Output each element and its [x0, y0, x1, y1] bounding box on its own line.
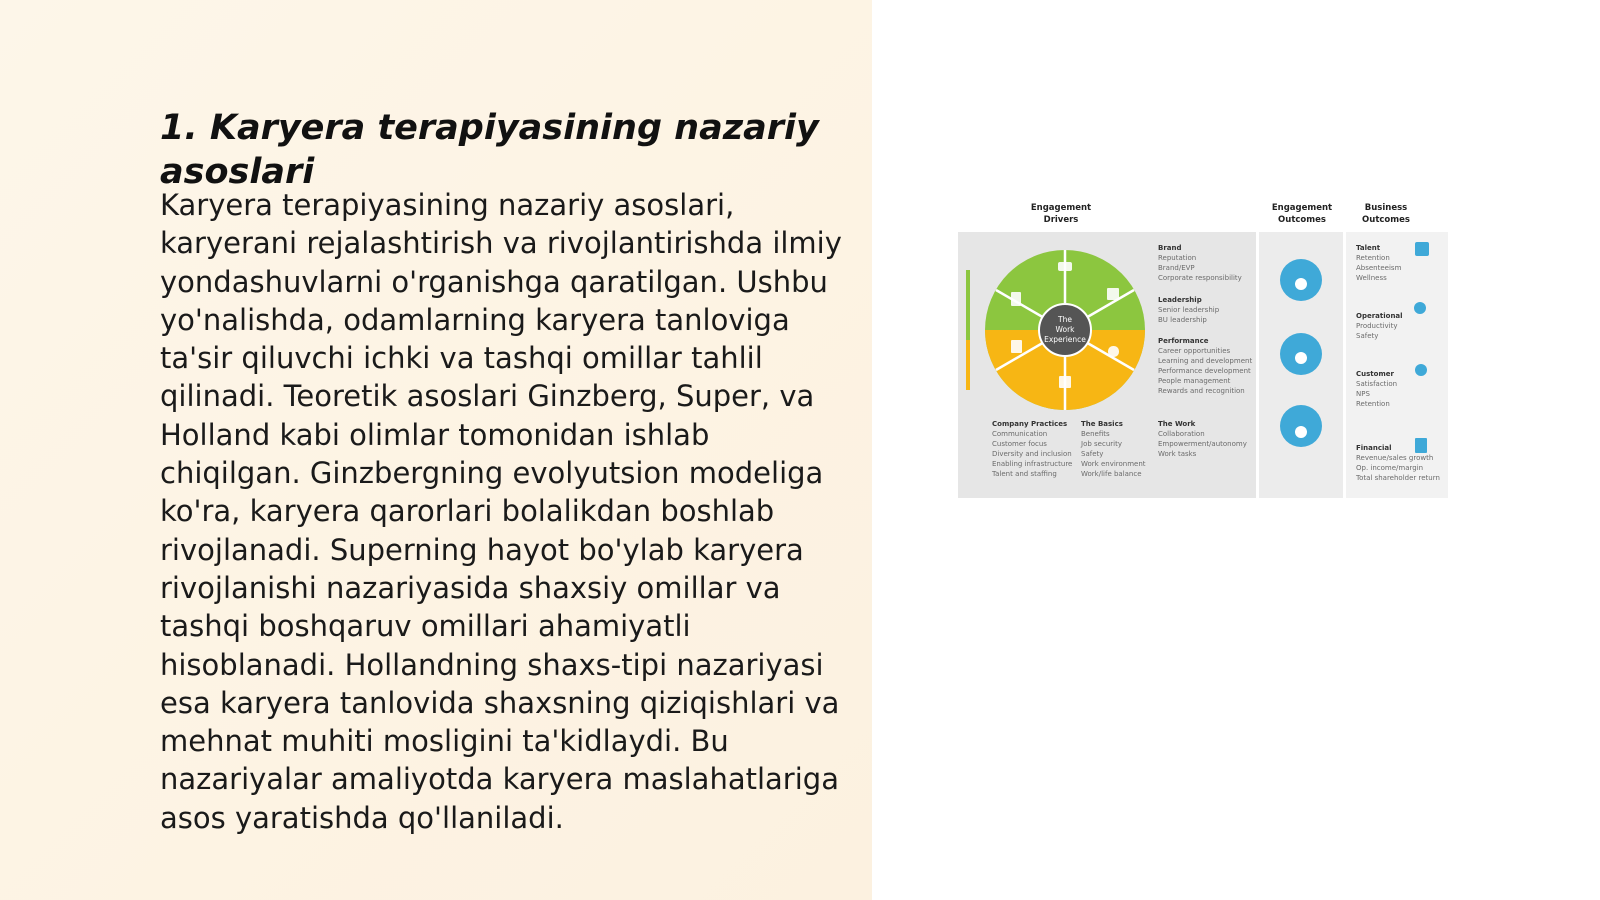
group-financial-item: Total shareholder return: [1356, 474, 1440, 482]
group-talent-item: Wellness: [1356, 274, 1387, 282]
wheel-center-line3: Experience: [1044, 335, 1086, 344]
group-performance-item: Rewards and recognition: [1158, 387, 1245, 395]
header-drivers-line1: Engagement: [1030, 203, 1092, 213]
group-financial-title: Financial: [1356, 444, 1392, 452]
phone-icon: [1011, 292, 1021, 306]
person-icon: [1295, 426, 1307, 438]
group-performance-item: Performance development: [1158, 367, 1251, 375]
building-icon: [1059, 376, 1071, 388]
speech-icon: [1295, 278, 1307, 290]
customer-icon: [1415, 364, 1427, 376]
group-brand-item: Brand/EVP: [1158, 264, 1195, 272]
wheel-center-line2: Work: [1055, 325, 1075, 334]
group-brand-item: Reputation: [1158, 254, 1197, 262]
header-bus-outcomes-line1: Business: [1364, 203, 1408, 213]
group-talent-item: Retention: [1356, 254, 1390, 262]
crown-icon: [1058, 262, 1072, 271]
group-basics-item: Job security: [1081, 440, 1122, 448]
drivers-accent-bar-green: [966, 270, 970, 340]
group-company-title: Company Practices: [992, 420, 1068, 428]
group-financial-item: Revenue/sales growth: [1356, 454, 1434, 462]
group-basics-item: Work/life balance: [1081, 470, 1142, 478]
group-work-item: Work tasks: [1158, 450, 1197, 458]
group-work-item: Collaboration: [1158, 430, 1205, 438]
group-operational-title: Operational: [1356, 312, 1403, 320]
drivers-accent-bar-yellow: [966, 340, 970, 390]
group-company-item: Customer focus: [992, 440, 1047, 448]
engagement-diagram: [958, 198, 1448, 500]
header-drivers-line2: Drivers: [1043, 215, 1079, 225]
group-company-item: Enabling infrastructure: [992, 460, 1073, 468]
group-talent-item: Absenteeism: [1356, 264, 1402, 272]
group-financial-item: Op. income/margin: [1356, 464, 1424, 472]
group-customer-item: Satisfaction: [1356, 380, 1398, 388]
hand-icon: [1295, 352, 1307, 364]
header-bus-outcomes-line2: Outcomes: [1362, 215, 1410, 225]
group-performance-title: Performance: [1158, 337, 1209, 345]
group-operational-item: Productivity: [1356, 322, 1398, 330]
group-leadership-item: BU leadership: [1158, 316, 1207, 324]
group-brand-item: Corporate responsibility: [1158, 274, 1242, 282]
group-operational-item: Safety: [1356, 332, 1379, 340]
group-basics-title: The Basics: [1081, 420, 1123, 428]
header-eng-outcomes-line1: Engagement: [1271, 203, 1333, 213]
work-experience-wheel: [985, 250, 1145, 410]
header-eng-outcomes-line2: Outcomes: [1278, 215, 1326, 225]
group-leadership-item: Senior leadership: [1158, 306, 1220, 314]
chart-icon: [1107, 288, 1119, 300]
wheel-center-line1: The: [1058, 315, 1072, 324]
group-basics-item: Benefits: [1081, 430, 1110, 438]
group-basics-item: Work environment: [1081, 460, 1146, 468]
group-company-item: Communication: [992, 430, 1048, 438]
group-basics-item: Safety: [1081, 450, 1104, 458]
star-icon: [1108, 346, 1119, 357]
group-company-item: Diversity and inclusion: [992, 450, 1072, 458]
document-icon: [1011, 340, 1022, 353]
slide-title: 1. Karyera terapiyasining nazariy asoslari: [160, 108, 819, 192]
gears-icon: [1414, 302, 1426, 314]
group-brand-title: Brand: [1158, 244, 1182, 252]
group-customer-item: NPS: [1356, 390, 1370, 398]
people-icon: [1415, 242, 1429, 256]
group-leadership-title: Leadership: [1158, 296, 1202, 304]
slide-body-text: Karyera terapiyasining nazariy asoslari, karyerani rejalashtirish va rivojlantirishda ilmiy yondashuvlarni o'rganishga qaratilgan. Ushbu yo'nalishda, odamlarning karyera tanloviga ta'sir qiluvchi ichki va tashqi omillar tahlil qilinadi. Teoretik asoslari Ginzberg, Super, va Holland kabi olimlar tomonidan ishlab chiqilgan. Ginzbergning evolyutsion modeliga ko'ra, karyera qarorlari bolalikdan boshlab rivojlanadi. Superning hayot bo'ylab karyera rivojlanishi nazariyasida shaxsiy omillar va tashqi boshqaruv omillari ahamiyatli hisoblanadi. Hollandning shaxs-tipi nazariyasi esa karyera tanlovida shaxsning qiziqishlari va mehnat muhiti mosligini ta'kidlaydi. Bu nazariyalar amaliyotda karyera maslahatlariga asos yaratishda qo'llaniladi.: [160, 188, 842, 835]
group-performance-item: People management: [1158, 377, 1231, 385]
group-performance-item: Career opportunities: [1158, 347, 1231, 355]
group-customer-title: Customer: [1356, 370, 1394, 378]
group-talent-title: Talent: [1356, 244, 1381, 252]
group-work-title: The Work: [1158, 420, 1196, 428]
group-performance-item: Learning and development: [1158, 357, 1253, 365]
financial-doc-icon: [1415, 438, 1427, 453]
group-company-item: Talent and staffing: [992, 470, 1057, 478]
group-work-item: Empowerment/autonomy: [1158, 440, 1247, 448]
group-customer-item: Retention: [1356, 400, 1390, 408]
